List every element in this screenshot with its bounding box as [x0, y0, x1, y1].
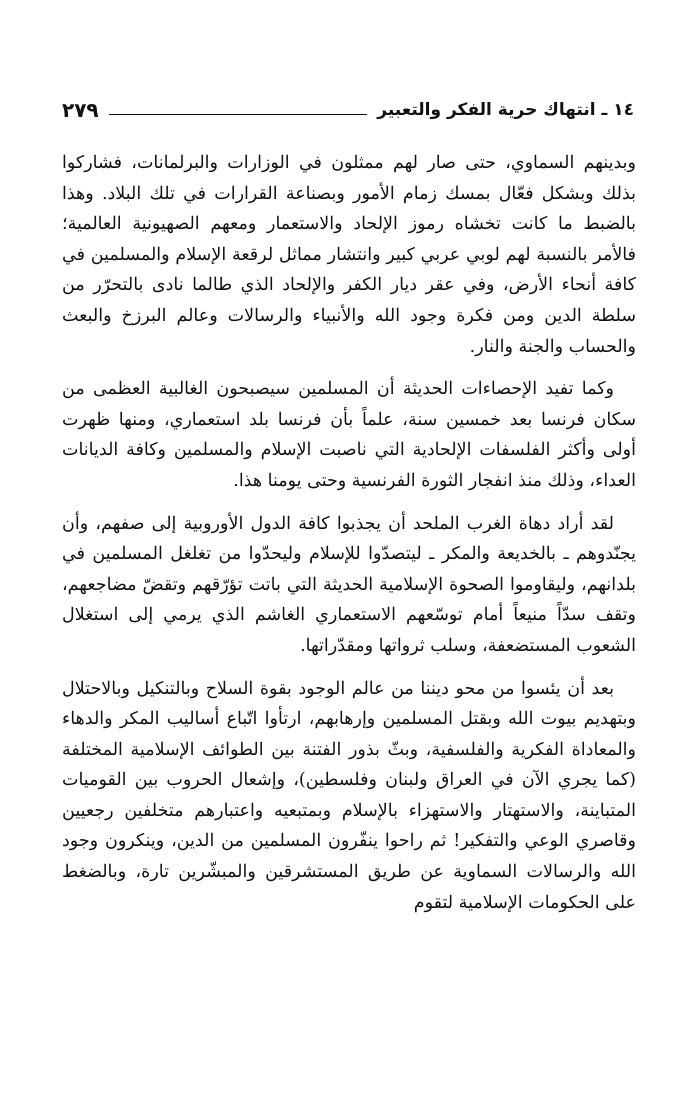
paragraph-2: وكما تفيد الإحصاءات الحديثة أن المسلمين سيصبحون الغالبية العظمى من سكان فرنسا بعد خمسين سنة، علماً بأن فرنسا بلد استعماري، ومنها ظهرت أولى وأكثر الفلسفات الإلحادية التي ناصبت الإسلام والمسلمين وكافة الديانات العداء، وذلك منذ انفجار الثورة الفرنسية وحتى يومنا هذا. [62, 379, 636, 491]
chapter-title: ١٤ ـ انتهاك حرية الفكر والتعبير [377, 100, 634, 120]
page-number: ٢٧٩ [62, 98, 99, 122]
paragraph-1: وبدينهم السماوي، حتى صار لهم ممثلون في الوزارات والبرلمانات، فشاركوا بذلك وبشكل فعّال بمسك زمام الأمور وبصناعة القرارات في تلك البلاد. وهذا بالضبط ما كانت تخشاه رموز الإلحاد والاستعمار ومعهم الصهيونية العالمية؛ فالأمر بالنسبة لهم لوبي عربي كبير وانتشار مماثل لرقعة الإسلام والمسلمين في كافة أنحاء الأرض، وفي عقر ديار الكفر والإلحاد الذي طالما نادى بالتحرّر من سلطة الدين ومن فكرة وجود الله والأنبياء والرسالات وعالم البرزخ والبعث والحساب والجنة والنار. [62, 153, 636, 357]
paragraph-4: بعد أن يئسوا من محو ديننا من عالم الوجود بقوة السلاح وبالتنكيل وبالاحتلال وبتهديم بيوت الله وبقتل المسلمين وإرهابهم، ارتأوا اتّباع أساليب المكر والدهاء والمعاداة الفكرية والفلسفية، وبثّ بذور الفتنة بين الطوائف الإسلامية المختلفة (كما يجري الآن في العراق ولبنان وفلسطين)، وإشعال الحروب بين القوميات المتباينة، والاستهتار والاستهزاء بالإسلام وبمتبعيه واعتبارهم متخلفين رجعيين وقاصري الوعي والتفكير! ثم راحوا ينفّرون المسلمين من الدين، وينكرون وجود الله والرسالات السماوية عن طريق المستشرقين والمبشّرين تارة، وبالضغط على الحكومات الإسلامية لتقوم [62, 678, 636, 913]
header-rule [109, 114, 368, 115]
running-header [62, 88, 634, 122]
body-text [62, 148, 636, 930]
paragraph-3: لقد أراد دهاة الغرب الملحد أن يجذبوا كافة الدول الأوروبية إلى صفهم، وأن يجنّدوهم ـ بالخديعة والمكر ـ ليتصدّوا للإسلام وليحدّوا من تغلغل المسلمين في بلدانهم، وليقاوموا الصحوة الإسلامية الحديثة التي باتت تؤرّقهم وتقضّ مضاجعهم، وتقف سدّاً منيعاً أمام توسّعهم الاستعماري الغاشم الذي يرمي إلى استغلال الشعوب المستضعفة، وسلب ثرواتها ومقدّراتها. [62, 513, 636, 656]
